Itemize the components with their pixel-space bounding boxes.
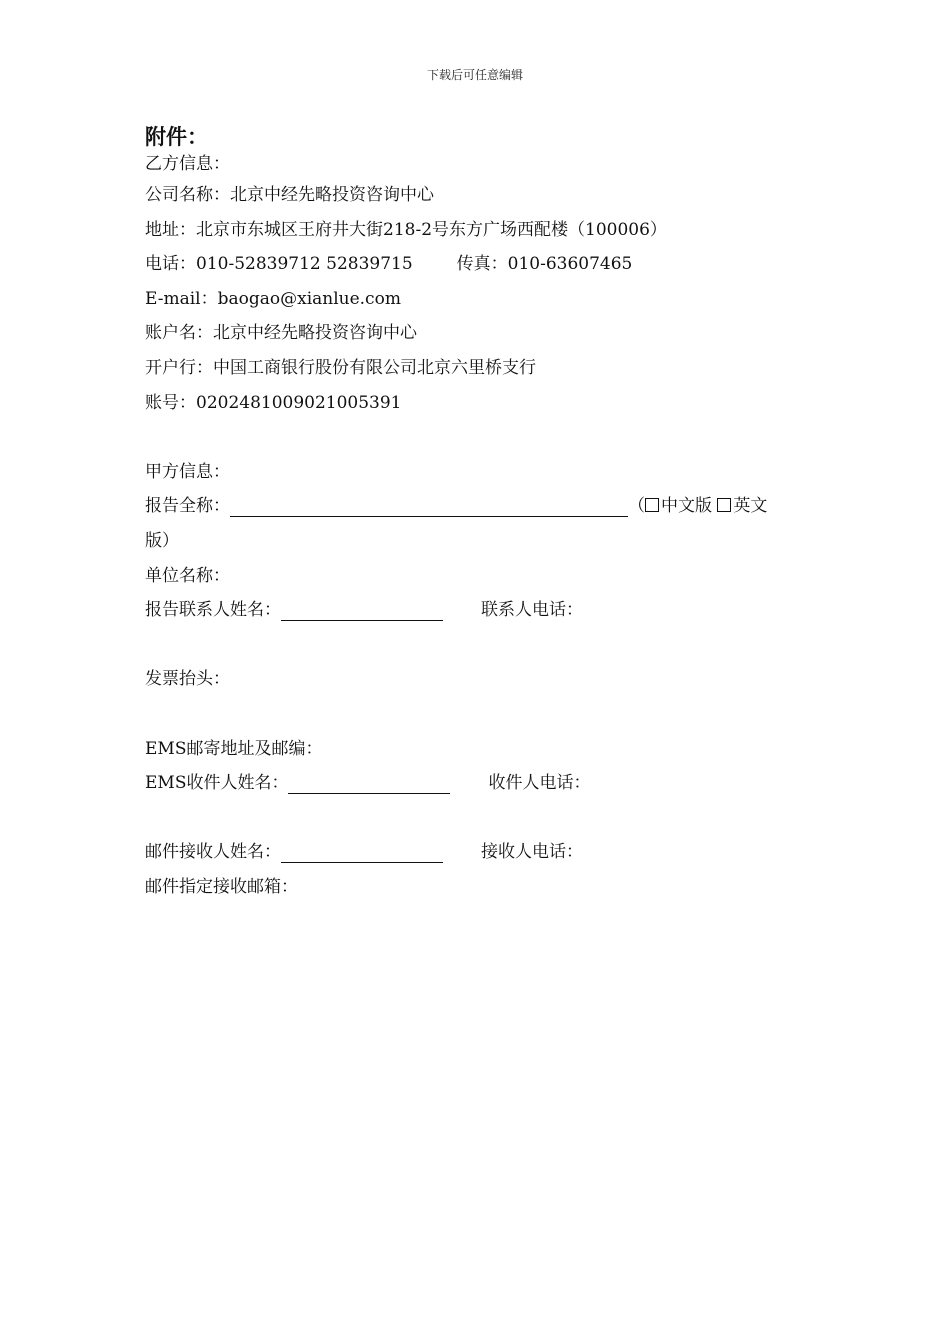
email: E-mail：baogao@xianlue.com	[145, 288, 401, 309]
invoice-title-label: 发票抬头：	[145, 669, 230, 690]
contact-name-field[interactable]	[281, 600, 443, 621]
company-name: 公司名称：北京中经先略投资咨询中心	[145, 185, 434, 205]
contact-name-label: 报告联系人姓名：	[145, 600, 281, 621]
mail-receiver-row	[145, 835, 825, 870]
attachment-title: 附件：	[145, 125, 208, 149]
address: 地址：北京市东城区王府井大街218-2号东方广场西配楼（100006）	[145, 219, 667, 240]
header-note: 下载后可任意编辑	[426, 68, 523, 82]
version-open: （	[628, 496, 645, 517]
report-name-field[interactable]	[230, 496, 628, 517]
chinese-version-label: 中文版	[661, 496, 712, 517]
contact-phone-label: 联系人电话：	[481, 600, 583, 621]
fax: 传真：010-63607465	[456, 254, 633, 275]
phone-fax-row	[145, 247, 825, 282]
contact-row	[145, 593, 825, 628]
mail-receiver-label: 邮件接收人姓名：	[145, 842, 281, 863]
bank: 开户行：中国工商银行股份有限公司北京六里桥支行	[145, 357, 536, 378]
version-close: 版）	[145, 530, 179, 551]
english-version-checkbox[interactable]	[717, 498, 731, 512]
ems-recipient-label: EMS收件人姓名：	[145, 773, 289, 794]
account-number: 账号：0202481009021005391	[145, 392, 402, 413]
org-name-label: 单位名称：	[145, 565, 230, 586]
party-a-heading: 甲方信息：	[145, 461, 230, 482]
mail-box-label: 邮件指定接收邮箱：	[145, 876, 298, 897]
report-name-row	[145, 489, 825, 524]
attachment-content	[145, 124, 825, 904]
mail-receiver-phone-label: 接收人电话：	[481, 842, 583, 863]
party-b-heading: 乙方信息：	[145, 154, 230, 174]
ems-recipient-field[interactable]	[288, 773, 450, 794]
phone: 电话：010-52839712 52839715	[145, 254, 413, 275]
account-name: 账户名：北京中经先略投资咨询中心	[145, 323, 417, 344]
english-version-label: 英文	[733, 496, 768, 517]
ems-recipient-row	[145, 766, 825, 801]
ems-address-label: EMS邮寄地址及邮编：	[145, 738, 323, 759]
chinese-version-checkbox[interactable]	[645, 498, 659, 512]
report-name-label: 报告全称：	[145, 496, 230, 517]
ems-recipient-phone-label: 收件人电话：	[488, 773, 591, 794]
mail-receiver-field[interactable]	[281, 842, 443, 863]
